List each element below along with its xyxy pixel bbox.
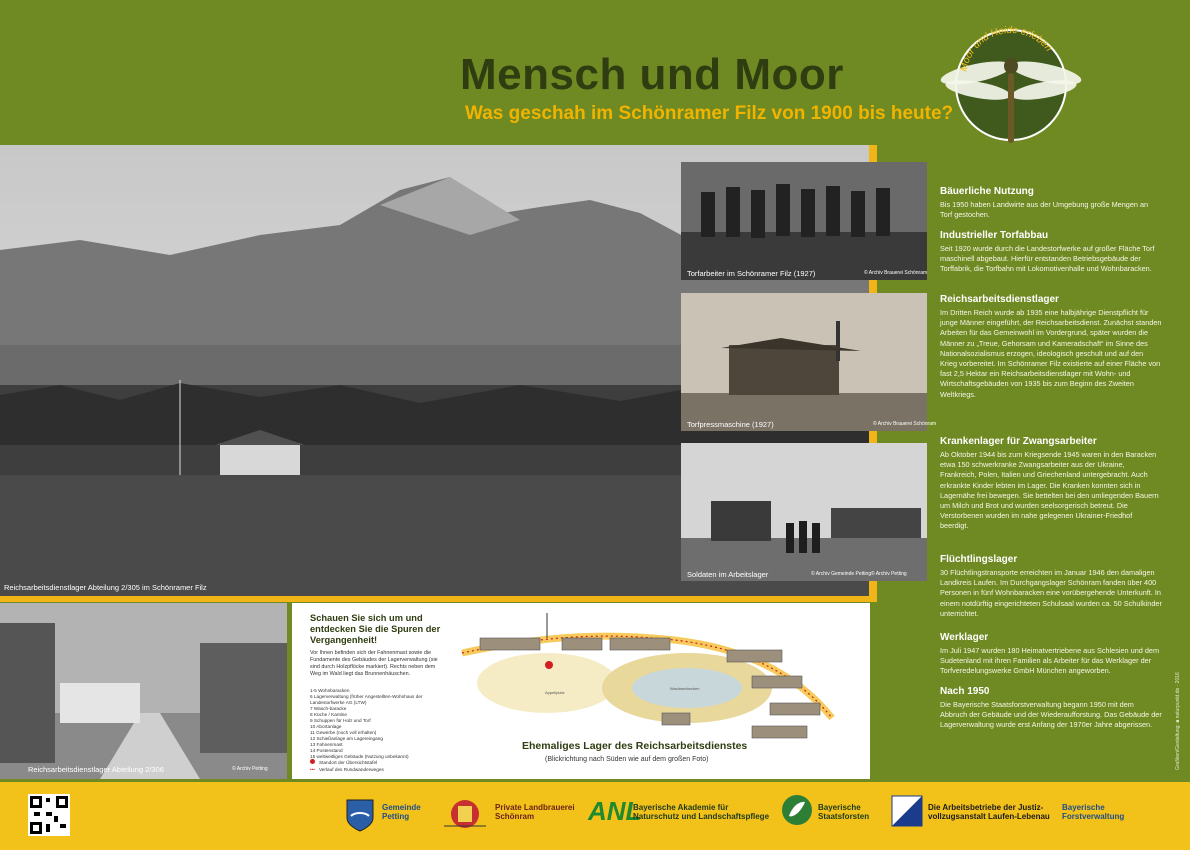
section-krankenlager bbox=[940, 436, 1162, 532]
camp-map-panel bbox=[292, 603, 870, 779]
map-verlauf-label: Verlauf des Rundwanderweges bbox=[318, 767, 384, 772]
accent-bar-horizontal bbox=[0, 596, 877, 602]
section-heading: Krankenlager für Zwangsarbeiter bbox=[940, 436, 1097, 447]
logo-justiz-line1: Die Arbeitsbetriebe der Justiz- bbox=[928, 803, 1044, 812]
history-text-column bbox=[940, 186, 1162, 766]
logo-petting-label: Gemeinde Petting bbox=[382, 803, 421, 821]
photo-lager-2-306 bbox=[0, 603, 287, 779]
section-body: 30 Flüchtlingstransporte erreichten im Januar 1946 den damaligen Landkreis Laufen. Im Durchgangslager Schönram fanden über 400 Personen in fünf Wohnbaracken eine vorübergehende Unterkunft. In einem notdürftig eingerichteten Schulsaal wurden ca. 50 Schulkinder unterrichtet. bbox=[940, 568, 1162, 618]
photo-soldaten bbox=[681, 443, 927, 581]
section-body: Im Dritten Reich wurde ab 1935 eine halbjährige Dienstpflicht für junge Männer eingeführt, der Reichsarbeitsdienst. Zunächst standen Arbeiten für das Gemeinwohl im Vordergrund, später wurden die Männer zu „Treue, Gehorsam und Kameradschaft“ im Sinne des Nationalsozialismus erzogen, ideologisch geschult und auf den Krieg vorbereitet. Im Schönramer Filz existierte auf einer Fläche von fast 2,5 Hektar ein Reichsarbeitsdienstlager mit Wohn- und Wirtschaftsgebäuden von 1935 bis zum Beginn des Zweiten Weltkriegs. bbox=[940, 308, 1162, 399]
page-title: Mensch und Moor bbox=[460, 50, 844, 99]
main-photo-caption: Reichsarbeitsdienstlager Abteilung 2/305 im Schönramer Filz bbox=[4, 583, 207, 592]
logo-staatsforsten-label bbox=[818, 803, 869, 821]
section-fluechtlingslager bbox=[940, 554, 1162, 619]
map-verlauf-legend bbox=[310, 767, 384, 772]
vertical-credit: Grafiken/Gestaltung: ■ naturpunkt.de · 2016 bbox=[1175, 672, 1181, 770]
photo-torfarbeiter-credit: © Archiv Brauerei Schönram bbox=[864, 270, 928, 276]
staatsforsten-leaf-icon bbox=[781, 794, 813, 826]
photo-lager-2-306-caption: Reichsarbeitsdienstlager Abteilung 2/306 bbox=[28, 765, 164, 774]
logo-brauerei-label bbox=[495, 803, 575, 821]
map-standort-label: Standort der Übersichtstafel bbox=[319, 760, 378, 765]
legend-item: 15 weltweitliges Gebäude (Nutzung unbekannt) bbox=[310, 754, 409, 759]
section-heading: Werklager bbox=[940, 632, 989, 643]
logo-anl-label bbox=[633, 803, 769, 821]
legend-item: 7 Wasch-baracke bbox=[310, 706, 347, 711]
logo-justiz-label bbox=[928, 803, 1050, 821]
section-heading: Nach 1950 bbox=[940, 686, 990, 697]
page-subtitle: Was geschah im Schönramer Filz von 1900 bis heute? bbox=[465, 103, 954, 124]
section-body: Ab Oktober 1944 bis zum Kriegsende 1945 waren in den Baracken etwa 150 schwerkranke Zwangsarbeiter aus der Ukraine, Frankreich, Polen, Italien und Griechenland untergebracht. Auch erkrankte Kinder lebten im Lager. Die Kranken konnten sich in Lagernähe frei bewegen. Sie bettelten bei den umliegenden Bauern um Milch und Brot und wurden seelsorgerisch betreut. Die Verstorbenen wurden im nahe gelegenen Ukrainer-Friedhof beerdigt. bbox=[940, 450, 1159, 531]
section-industrieller-torfabbau bbox=[940, 230, 1162, 275]
map-place-wachsenbecken: Wachsenbecken bbox=[670, 686, 700, 691]
petting-coat-of-arms-icon bbox=[345, 798, 375, 832]
camp-map-drawing bbox=[452, 608, 862, 743]
section-heading: Industrieller Torfabbau bbox=[940, 230, 1049, 241]
logo-forstverwaltung-label bbox=[1062, 803, 1124, 821]
anl-logo-icon: ANL bbox=[588, 796, 642, 826]
legend-item: 6 Lagerverwaltung (früher Angestellten-Wohnhaus der Landestorfwerke AG (LTW) bbox=[310, 694, 423, 705]
section-body: Bis 1950 haben Landwirte aus der Umgebung große Mengen an Torf gestochen. bbox=[940, 200, 1149, 220]
map-standort-legend bbox=[310, 759, 377, 765]
logo-brauerei-line1: Private Landbrauerei bbox=[495, 803, 575, 812]
map-intro: Vor Ihnen befinden sich der Fahnenmast sowie die Fundamente des Gebäudes der Lagerverwaltung (sie sind durch Holzpflöcke markiert). Rechts neben dem Weg im Wald liegt das Brunnenhäuschen. bbox=[310, 650, 438, 677]
section-body: Seit 1920 wurde durch die Landestorfwerke auf großer Fläche Torf maschinell abgebaut. Hierfür entstanden Betriebsgebäude der Torffabrik, die Torfbahn mit Lokomotivenhalle und Wohnbaracken. bbox=[940, 244, 1155, 274]
section-nach-1950 bbox=[940, 686, 1162, 731]
trail-dots-icon: ••• bbox=[310, 767, 315, 772]
photo-soldaten-credit: © Archiv Gemeinde Petting bbox=[811, 571, 872, 577]
logo-brauerei-line2: Schönram bbox=[495, 812, 535, 821]
justiz-logo-icon bbox=[892, 796, 922, 826]
qr-code-icon bbox=[28, 794, 70, 836]
legend-item: 13 Fahnenmast bbox=[310, 742, 343, 747]
logo-justiz-line2: vollzugsanstalt Laufen-Lebenau bbox=[928, 812, 1050, 821]
section-baeuerliche-nutzung bbox=[940, 186, 1162, 220]
section-heading: Bäuerliche Nutzung bbox=[940, 186, 1034, 197]
logo-anl-line2: Naturschutz und Landschaftspflege bbox=[633, 812, 770, 821]
legend-item: 1-5 Wohnbaracken bbox=[310, 688, 350, 693]
dragonfly-logo bbox=[936, 18, 1086, 152]
photo-soldaten-caption: Soldaten im Arbeitslager bbox=[687, 570, 769, 579]
map-place-appellplatz: Appellplatz bbox=[545, 690, 565, 695]
photo-torfpressmaschine bbox=[681, 293, 937, 431]
map-heading: Schauen Sie sich um und entdecken Sie die Spuren der Vergangenheit! bbox=[310, 613, 441, 645]
legend-item: 11 Gewerbe (noch voll erhalten) bbox=[310, 730, 377, 735]
legend-item: 10 Abortanlage bbox=[310, 724, 342, 729]
photo-soldaten-credit2: © Archiv Petting bbox=[871, 571, 907, 577]
logo-forstverwaltung-line2: Forstverwaltung bbox=[1062, 812, 1125, 821]
map-title: Ehemaliges Lager des Reichsarbeitsdienstes bbox=[522, 740, 748, 752]
footer-logos bbox=[0, 782, 1190, 850]
logo-anl-line1: Bayerische Akademie für bbox=[633, 803, 729, 812]
legend-item: 8 Küche / Kantine bbox=[310, 712, 348, 717]
legend-item: 12 Schießanlage am Lagereingang bbox=[310, 736, 383, 741]
logo-staatsforsten-line1: Bayerische bbox=[818, 803, 861, 812]
photo-lager-2-306-credit: © Archiv Petting bbox=[232, 766, 268, 772]
brauerei-crest-icon bbox=[440, 796, 490, 832]
legend-item: 14 Postenstand bbox=[310, 748, 343, 753]
map-legend bbox=[310, 688, 450, 760]
section-reichsarbeitsdienstlager bbox=[940, 294, 1162, 400]
photo-torfpressmaschine-credit: © Archiv Brauerei Schönram bbox=[873, 421, 937, 427]
logo-forstverwaltung-line1: Bayerische bbox=[1062, 803, 1105, 812]
section-heading: Reichsarbeitsdienstlager bbox=[940, 294, 1059, 305]
standort-marker-icon bbox=[310, 759, 315, 764]
photo-torfpressmaschine-caption: Torfpressmaschine (1927) bbox=[687, 420, 774, 429]
map-subtitle: (Blickrichtung nach Süden wie auf dem großen Foto) bbox=[545, 756, 709, 763]
logo-staatsforsten-line2: Staatsforsten bbox=[818, 812, 870, 821]
section-body: Die Bayerische Staatsforstverwaltung begann 1950 mit dem Abbruch der Gebäude und der Wiederaufforstung. Das Gebäude der Lagerverwaltung wurde erst Anfang der 1970er Jahre abgerissen. bbox=[940, 700, 1162, 730]
section-heading: Flüchtlingslager bbox=[940, 554, 1018, 565]
section-body: Im Juli 1947 wurden 180 Heimatvertriebene aus Schlesien und dem Sudetenland mit ihren Familien als Arbeiter für das Werklager der Torfveredelungswerke GmbH München angeworben. bbox=[940, 646, 1160, 676]
section-werklager bbox=[940, 632, 1162, 677]
logo-text: Moor und Heide erleben bbox=[958, 24, 1054, 73]
legend-item: 9 Schuppen für Holz und Torf bbox=[310, 718, 371, 723]
photo-torfarbeiter-caption: Torfarbeiter im Schönramer Filz (1927) bbox=[687, 269, 816, 278]
photo-torfarbeiter bbox=[681, 162, 927, 280]
